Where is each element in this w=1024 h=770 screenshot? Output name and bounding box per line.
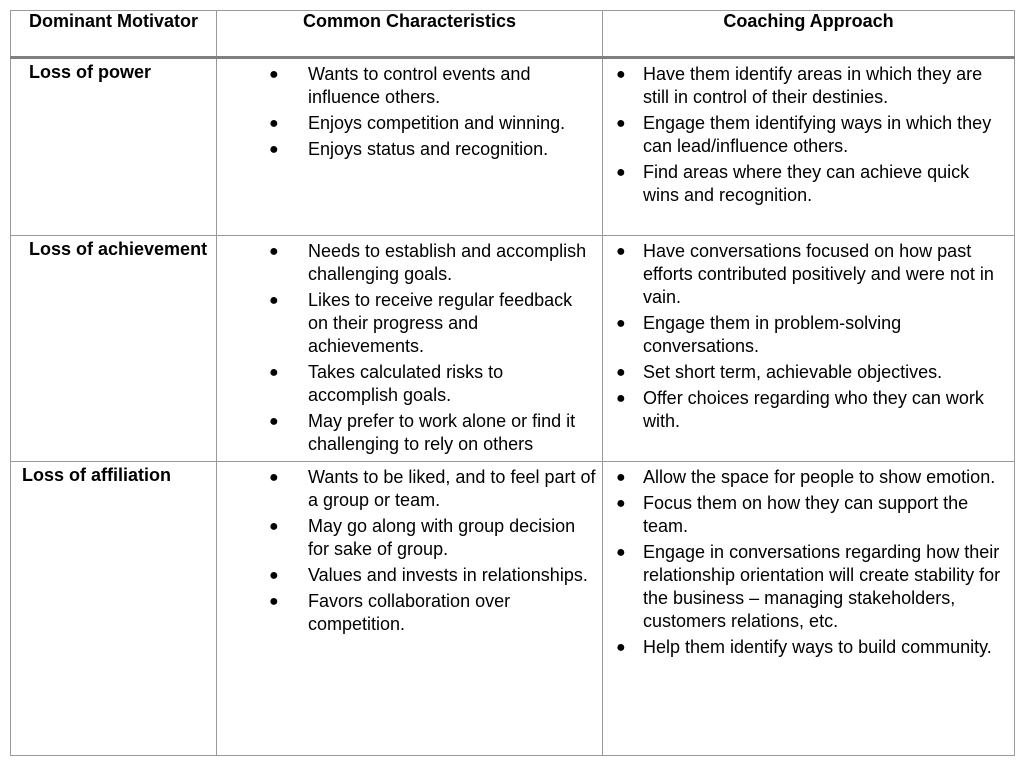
bullet-icon: ● [616,66,626,83]
motivator-label: Loss of achievement [29,239,208,259]
header-common-characteristics: Common Characteristics [217,11,603,58]
list-item: ● Offer choices regarding who they can work with. [616,388,984,431]
bullet-icon: ● [269,292,279,309]
bullet-icon: ● [269,115,279,132]
characteristics-list [217,462,602,636]
coaching-cell [603,58,1015,236]
bullet-icon: ● [616,164,626,181]
bullet-icon: ● [616,115,626,132]
list-item: ● Find areas where they can achieve quick wins and recognition. [616,162,970,205]
list-item: ● Wants to be liked, and to feel part of a group or team. [269,467,596,510]
bullet-icon: ● [616,495,626,512]
list-item: ● Favors collaboration over competition. [269,591,511,634]
coaching-list [603,59,1014,207]
coaching-cell [603,236,1015,462]
bullet-icon: ● [269,141,279,158]
table-row [11,236,1015,462]
list-item: ● Focus them on how they can support the team. [616,493,969,536]
list-item: ● Enjoys status and recognition. [269,139,549,159]
bullet-icon: ● [269,518,279,535]
bullet-icon: ● [269,243,279,260]
bullet-icon: ● [616,315,626,332]
bullet-icon: ● [616,243,626,260]
motivator-label: Loss of power [29,62,152,82]
list-item: ● Likes to receive regular feedback on their progress and achievements. [269,290,573,356]
list-item: ● Takes calculated risks to accomplish goals. [269,362,504,405]
motivator-cell [11,462,217,756]
list-item: ● Have conversations focused on how past efforts contributed positively and were not in vain. [616,241,994,307]
coaching-list [603,236,1014,433]
table-row [11,462,1015,756]
list-item: ● Help them identify ways to build community. [616,637,992,657]
bullet-icon: ● [616,544,626,561]
characteristics-cell [217,236,603,462]
header-coaching-approach: Coaching Approach [603,11,1015,58]
list-item: ● Engage them identifying ways in which they can lead/influence others. [616,113,992,156]
bullet-icon: ● [269,469,279,486]
motivator-cell [11,236,217,462]
motivator-cell [11,58,217,236]
list-item: ● Engage them in problem-solving conversations. [616,313,902,356]
bullet-icon: ● [269,364,279,381]
bullet-icon: ● [616,469,626,486]
list-item: ● Enjoys competition and winning. [269,113,566,133]
header-row [11,11,1015,58]
table-row [11,58,1015,236]
characteristics-list [217,59,602,161]
header-dominant-motivator: Dominant Motivator [11,11,217,58]
bullet-icon: ● [269,413,279,430]
list-item: ● May go along with group decision for sake of group. [269,516,576,559]
bullet-icon: ● [269,593,279,610]
list-item: ● Engage in conversations regarding how their relationship orientation will create stability for the business – managing stakeholders, customers relations, etc. [616,542,1001,631]
bullet-icon: ● [269,567,279,584]
list-item: ● Set short term, achievable objectives. [616,362,943,382]
motivator-label: Loss of affiliation [22,465,172,485]
list-item: ● May prefer to work alone or find it challenging to rely on others [269,411,576,454]
bullet-icon: ● [616,639,626,656]
motivator-coaching-table [10,10,1015,756]
list-item: ● Needs to establish and accomplish challenging goals. [269,241,587,284]
coaching-list [603,462,1014,659]
list-item: ● Allow the space for people to show emotion. [616,467,996,487]
coaching-cell [603,462,1015,756]
list-item: ● Wants to control events and influence others. [269,64,531,107]
list-item: ● Values and invests in relationships. [269,565,588,585]
characteristics-cell [217,462,603,756]
bullet-icon: ● [616,390,626,407]
list-item: ● Have them identify areas in which they are still in control of their destinies. [616,64,983,107]
characteristics-list [217,236,602,456]
bullet-icon: ● [269,66,279,83]
characteristics-cell [217,58,603,236]
bullet-icon: ● [616,364,626,381]
